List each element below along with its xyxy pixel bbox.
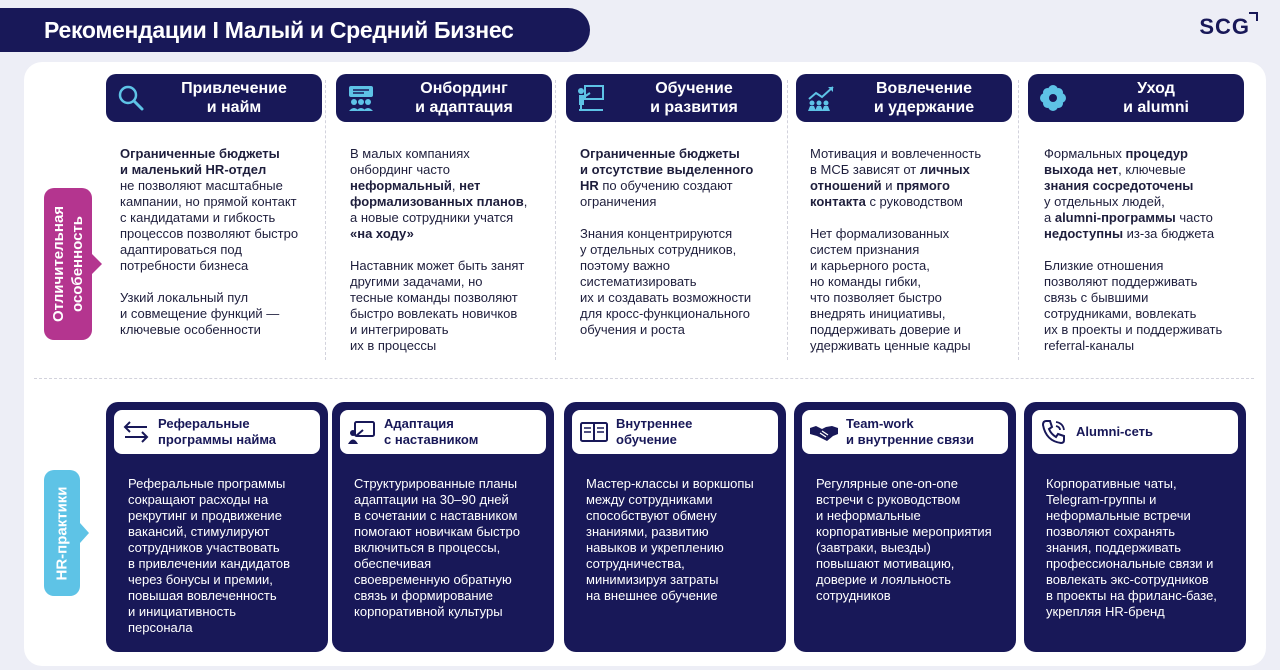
practice-description: Мастер-классы и воркшопы между сотрудниками способствуют обмену знаниями, развитию навыков и укреплению сотрудничества, минимизируя затраты на внешнее обучение [586,476,754,603]
practice-title: Team-work и внутренние связи [846,416,975,447]
practice-title: Alumni-сеть [1076,424,1154,439]
open-book-icon [572,420,616,444]
practice-title: Реферальные программы найма [158,416,277,447]
feature-highlight: нет формализованных планов [350,178,524,209]
feature-description [1044,146,1262,370]
arrows-exchange-icon [114,420,158,444]
side-label-arrow [80,523,89,543]
feature-text-run: Узкий локальный пул и совмещение функций — ключевые особенности [120,290,280,337]
feature-text-run: Наставник может быть занят другими задачами, но тесные команды позволяют быстро вовлекать новичков и интегрировать их в процессы [350,258,525,353]
feature-text-run: Мотивация и вовлеченность в МСБ зависят от [810,146,982,177]
feature-description [120,146,338,354]
feature-text-run: у отдельных людей, а [1044,194,1165,225]
practice-title: Адаптация с наставником [384,416,479,447]
column-header [566,74,782,122]
side-label-feature-text: Отличительная особенность [50,205,86,323]
practice-card-header [1032,410,1238,454]
feature-text-run: по обучению создают ограничения [580,178,733,209]
feature-highlight: «на ходу» [350,226,414,241]
side-label-arrow [92,254,102,274]
side-label-feature [44,188,92,340]
page-title: Рекомендации I Малый и Средний Бизнес [0,8,590,52]
practice-card [564,402,786,652]
feature-text-run: не позволяют масштабные кампании, но прямой контакт с кандидатами и гибкость процессов позволяют быстро адаптироваться под потребности бизнеса [120,178,299,273]
feature-text-run: Формальных [1044,146,1126,161]
practice-card [794,402,1016,652]
column-title: Обучение и развития [650,80,738,116]
feature-description [580,146,798,354]
handshake-icon [802,420,846,444]
feature-text-run: , а новые сотрудники учатся [350,194,528,225]
feature-paragraph [350,258,568,354]
feature-highlight: Ограниченные бюджеты и маленький HR-отдел [120,146,280,177]
feature-highlight: процедур выхода нет [1044,146,1188,177]
feature-paragraph [580,146,798,210]
practice-card-header [340,410,546,454]
feature-highlight: недоступны [1044,226,1124,241]
column-header [1028,74,1244,122]
feature-paragraph [1044,258,1262,354]
practice-description: Структурированные планы адаптации на 30–90 дней в сочетании с наставником помогают новичкам быстро включиться в процессы, обеспечивая своевременную обратную связь и формирование корпоративной культуры [354,476,520,619]
practice-card-header [572,410,778,454]
feature-text-run: часто [1179,210,1213,225]
feature-text-run: Знания концентрируются у отдельных сотрудников, поэтому важно систематизировать их и создавать возможности для кросс-функционального обучения и роста [580,226,752,337]
column-title: Привлечение и найм [181,80,287,116]
column-header [106,74,322,122]
feature-paragraph [810,226,1028,354]
feature-paragraph [350,146,568,242]
feature-description [810,146,1028,370]
column-header [336,74,552,122]
feature-highlight: прямого контакта [810,178,950,209]
feature-paragraph [580,226,798,338]
feature-highlight: неформальный [350,178,452,193]
side-label-practice-text: HR-практики [53,485,71,581]
practice-card-header [114,410,320,454]
feature-text-run: из-за бюджета [1123,226,1215,241]
scg-logo [1199,14,1250,40]
feature-text-run: с руководством [865,194,963,209]
section-divider [34,378,1254,379]
search-icon [106,83,156,113]
practice-card [1024,402,1246,652]
logo-text: SCG [1199,14,1250,39]
phone-call-icon [1032,418,1076,446]
feature-paragraph [1044,146,1262,242]
feature-text-run: и [881,178,897,193]
feature-highlight: личных отношений [810,162,970,193]
side-label-practice [44,470,80,596]
feature-description [350,146,568,370]
feature-text-run: Нет формализованных систем признания и карьерного роста, но команды гибки, что позволяет быстро внедрять инициативы, поддерживать доверие и удерживать ценные кадры [810,226,971,353]
feature-highlight: Ограниченные бюджеты и отсутствие выделенного HR [580,146,754,193]
flower-icon [1028,83,1078,113]
practice-description: Реферальные программы сокращают расходы на рекрутинг и продвижение вакансий, стимулируют сотрудников участвовать в привлечении кандидатов через бонусы и премии, повышая вовлеченность и инициативность персонала [128,476,291,635]
feature-highlight: знания сосредоточены [1044,178,1194,193]
column-title: Онбординг и адаптация [415,80,513,116]
column-title: Вовлечение и удержание [873,80,975,116]
team-chat-icon [336,83,386,113]
feature-text-run: , [451,178,460,193]
presentation-icon [566,83,616,113]
logo-corner-mark [1249,12,1258,21]
feature-paragraph [120,290,338,338]
practice-card [106,402,328,652]
column-header [796,74,1012,122]
practice-card-header [802,410,1008,454]
feature-highlight: alumni-программы [1054,210,1176,225]
practice-description: Корпоративные чаты, Telegram-группы и неформальные встречи позволяют сохранять знания, поддерживать профессиональные связи и вовлекать экс-сотрудников в проекты на фриланс-базе, укрепляя HR-бренд [1046,476,1217,619]
practice-title: Внутреннее обучение [616,416,693,447]
feature-text-run: , ключевые [1118,162,1186,177]
feature-paragraph [810,146,1028,210]
feature-text-run: Близкие отношения позволяют поддерживать связь с бывшими сотрудниками, вовлекать их в проекты и поддерживать referral-каналы [1044,258,1223,353]
feature-paragraph [120,146,338,274]
column-title: Уход и alumni [1123,80,1189,116]
practice-description: Регулярные one-on-one встречи с руководством и неформальные корпоративные мероприятия (завтраки, выезды) повышают мотивацию, доверие и лояльность сотрудников [816,476,992,603]
growth-team-icon [796,83,846,113]
feature-text-run: В малых компаниях онбординг часто [350,146,470,177]
practice-card [332,402,554,652]
mentor-screen-icon [340,419,384,445]
